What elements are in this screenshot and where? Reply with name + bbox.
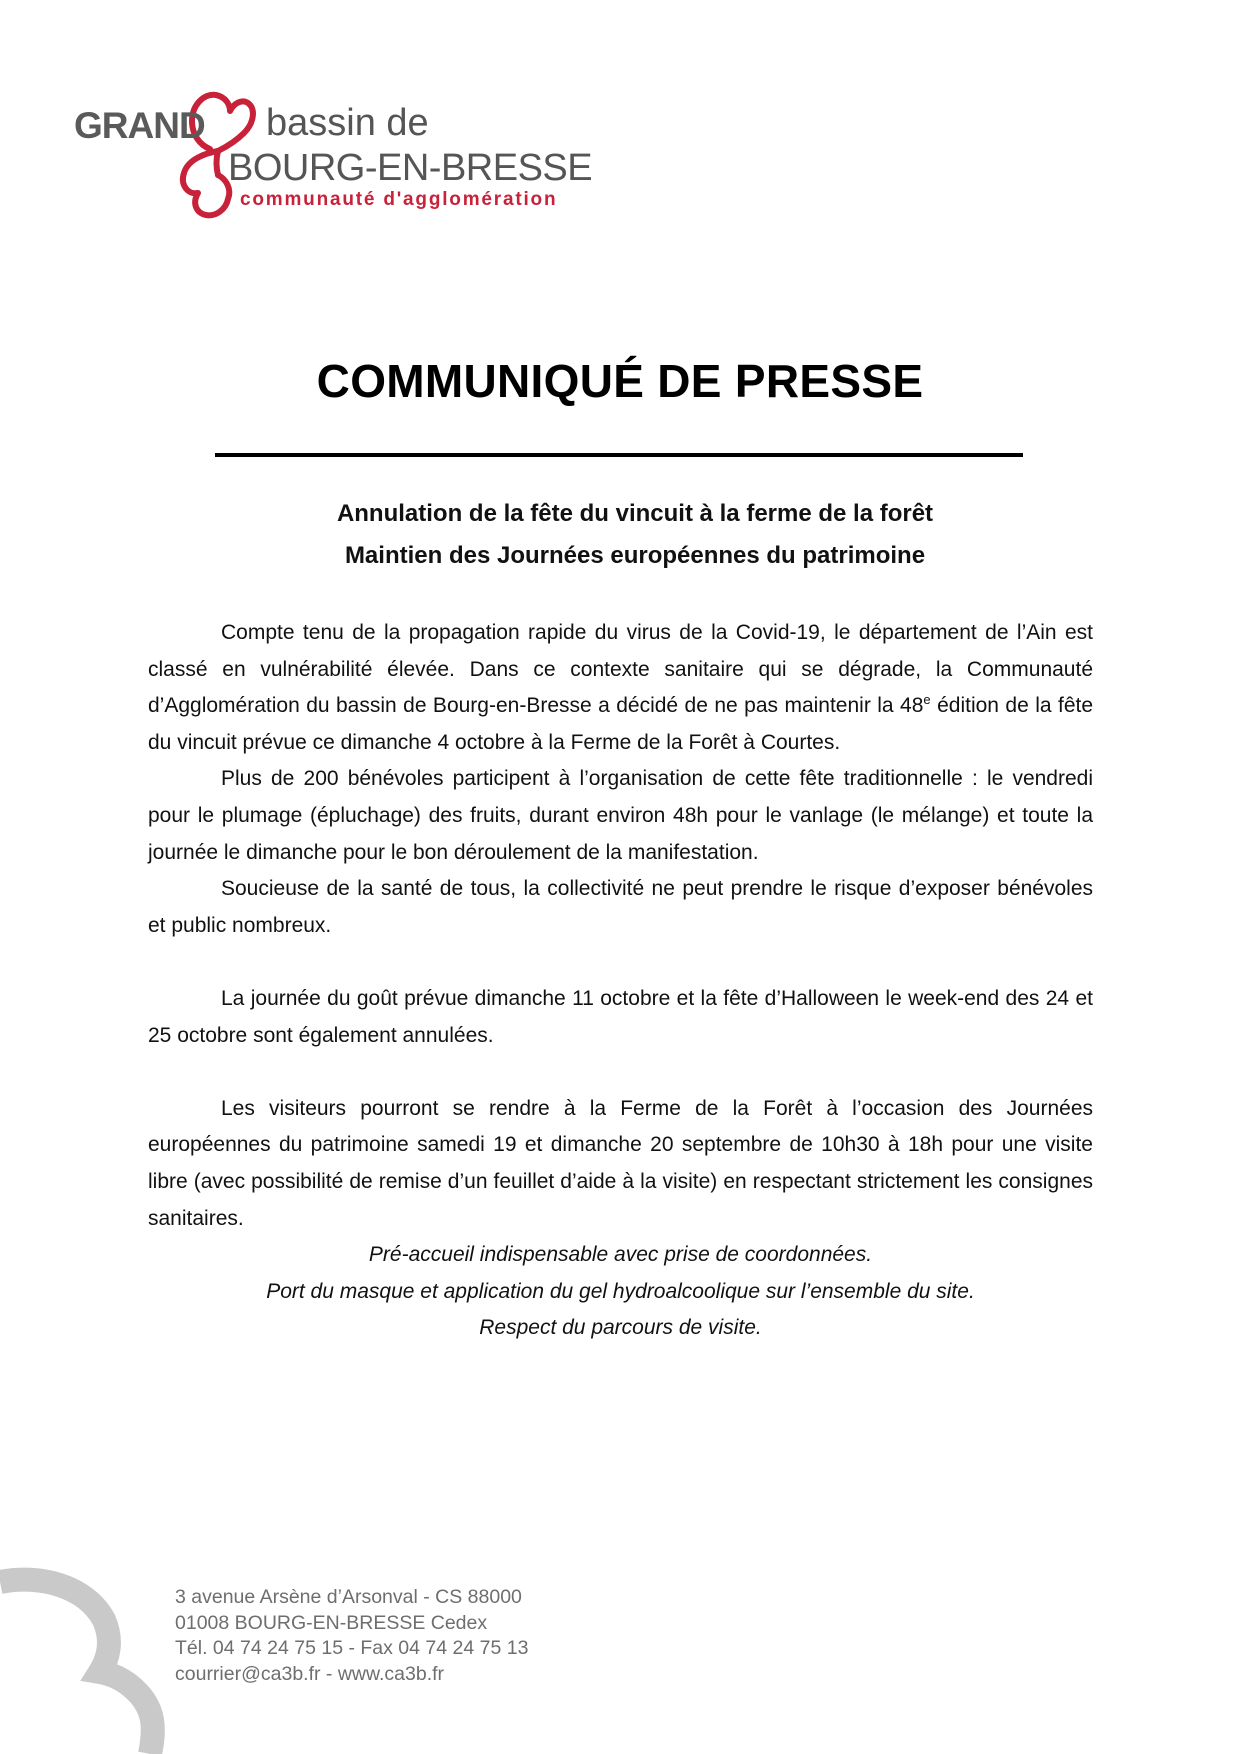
body-paragraph: Plus de 200 bénévoles participent à l’organisation de cette fête traditionnelle : le vendredi pour le plumage (épluchage) des fruits, durant environ 48h pour le vanlage (le mélange) et toute la journée le dimanche pour le bon déroulement de la manifestation. [148, 767, 1093, 864]
logo-text-bourg: BOURG-EN-BRESSE [228, 147, 593, 189]
logo-text-grand: GRAND [74, 105, 205, 146]
subtitle-heritage-days: Maintien des Journées européennes du patrimoine [344, 542, 926, 569]
sanitary-instruction: Pré-accueil indispensable avec prise de coordonnées. [368, 1243, 873, 1267]
footer-city: 01008 BOURG-EN-BRESSE Cedex [175, 1611, 488, 1634]
sanitary-instruction: Respect du parcours de visite. [479, 1316, 762, 1340]
footer-web: courrier@ca3b.fr - www.ca3b.fr [175, 1662, 445, 1685]
page-title: COMMUNIQUÉ DE PRESSE [316, 355, 924, 407]
body-paragraph: La journée du goût prévue dimanche 11 octobre et la fête d’Halloween le week-end des 24 et 25 octobre sont également annulées. [148, 986, 1093, 1047]
logo-text-communaute: communauté d'agglomération [240, 189, 558, 210]
subtitle-cancellation: Annulation de la fête du vincuit à la ferme de la forêt [336, 500, 934, 527]
footer-street: 3 avenue Arsène d’Arsonval - CS 88000 [175, 1586, 522, 1608]
body-paragraph: Les visiteurs pourront se rendre à la Ferme de la Forêt à l’occasion des Journées européennes du patrimoine samedi 19 et dimanche 20 septembre de 10h30 à 18h pour une visite libre (avec possibilité de remise d’un feuillet d’aide à la visite) en respectant strictement les consignes sanitaires. [148, 1096, 1093, 1230]
title-divider [215, 453, 1023, 457]
grey-cloud-outline-icon [0, 1560, 170, 1754]
press-release-body [148, 615, 1093, 1347]
footer-address [175, 1585, 528, 1687]
body-paragraph: Soucieuse de la santé de tous, la collectivité ne peut prendre le risque d’exposer bénévoles et public nombreux. [148, 877, 1093, 937]
sanitary-instruction: Port du masque et application du gel hydroalcoolique sur l’ensemble du site. [266, 1279, 975, 1303]
logo-text-bassin: bassin de [266, 102, 429, 144]
body-paragraph: Compte tenu de la propagation rapide du virus de la Covid-19, le département de l’Ain est classé en vulnérabilité élevée. Dans ce contexte sanitaire qui se dégrade, la Communauté d’Agglomération du bassin de Bourg-en-Bresse a décidé de ne pas maintenir la 48e édition de la fête du vincuit prévue ce dimanche 4 octobre à la Ferme de la Forêt à Courtes. [148, 621, 1094, 754]
ordinal-superscript: e [923, 692, 931, 708]
footer-phone: Tél. 04 74 24 75 15 - Fax 04 74 24 75 13 [175, 1637, 529, 1659]
organization-logo [70, 75, 610, 225]
